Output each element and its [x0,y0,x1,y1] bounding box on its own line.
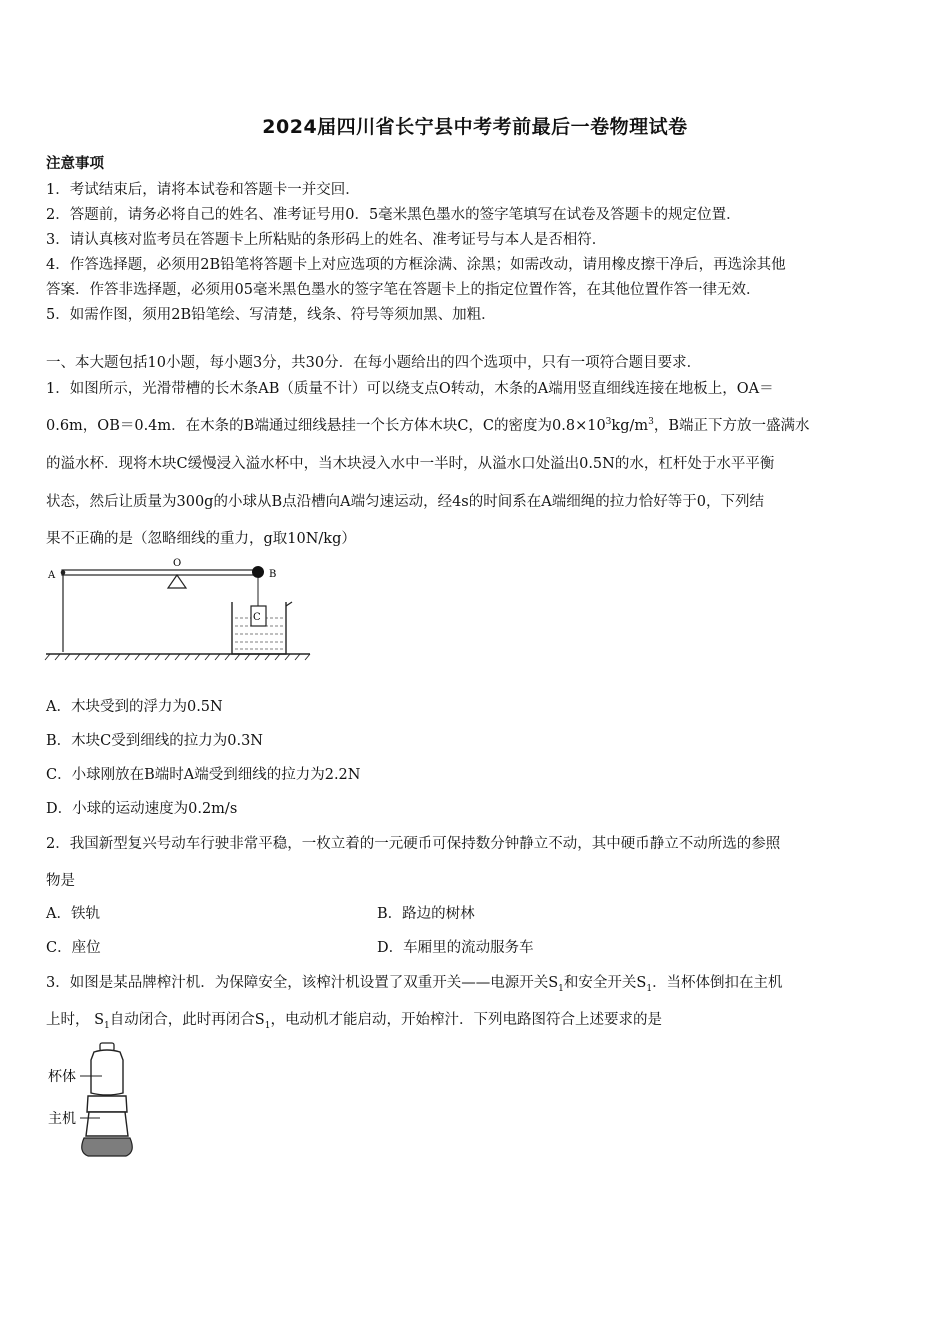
q1-option: C．小球刚放在B端时A端受到细线的拉力为2.2N [46,767,361,783]
label-o: O [173,558,182,569]
notice-item: 2．答题前，请务必将自己的姓名、准考证号用0．5毫米黑色墨水的签字笔填写在试卷及答题卡的规定位置． [46,207,741,223]
q1-line: 状态，然后让质量为300g的小球从B点沿槽向A端匀速运动，经4s的时间系在A端细绳的拉力恰好等于0，下列结 [46,494,764,510]
q2-line: 2．我国新型复兴号动车行驶非常平稳，一枚立着的一元硬币可保持数分钟静立不动，其中硬币静立不动所选的参照 [46,836,781,852]
q3-line: 3．如图是某品牌榨汁机．为保障安全，该榨汁机设置了双重开关——电源开关$S_1$和安全开关$S_1$．当杯体倒扣在主机 [46,975,783,994]
page-title: 2024届四川省长宁县中考考前最后一卷物理试卷 [262,116,688,138]
q1-line: 的溢水杯．现将木块C缓慢浸入溢水杯中，当木块浸入水中一半时，从溢水口处溢出0.5N的水，杠杆处于水平平衡 [46,456,775,472]
notice-item: 1．考试结束后，请将本试卷和答题卡一并交回． [46,182,360,198]
section-heading: 一、本大题包括10小题，每小题3分，共30分．在每小题给出的四个选项中，只有一项符合题目要求． [46,355,702,371]
q2-option: A．铁轨 [46,906,100,922]
q3-line: 上时， $S_1$自动闭合，此时再闭合$S_1$，电动机才能启动，开始榨汁．下列电路图符合上述要求的是 [46,1012,662,1031]
q2-option: B．路边的树林 [377,906,475,922]
q2-option: C．座位 [46,940,101,956]
q1-line: 0.6m，OB＝0.4m．在木条的B端通过细线悬挂一个长方体木块C，C的密度为$0.8\times 10^3kg/m^3$，B端正下方放一盛满水 [46,417,810,434]
q1-option: D．小球的运动速度为0.2m/s [46,801,238,817]
notice-item: 5．如需作图，须用2B铅笔绘、写清楚，线条、符号等须加黑、加粗． [46,307,496,323]
label-c: C [253,612,261,623]
q1-line: 果不正确的是（忽略细线的重力，g取10N/kg） [46,531,356,547]
q1-line: 1．如图所示，光滑带槽的长木条AB（质量不计）可以绕支点O转动，木条的A端用竖直细线连接在地板上，OA＝ [46,381,774,397]
label-a: A [48,570,56,581]
label-b: B [269,569,277,580]
notice-item: 4．作答选择题，必须用2B铅笔将答题卡上对应选项的方框涂满、涂黑；如需改动，请用橡皮擦干净后，再选涂其他 [46,257,786,273]
q1-option: A．木块受到的浮力为0.5N [46,699,223,715]
notice-item: 答案．作答非选择题，必须用05毫米黑色墨水的签字笔在答题卡上的指定位置作答，在其他位置作答一律无效． [46,282,761,298]
label-cup: 杯体 [48,1069,76,1085]
q2-line: 物是 [46,873,75,889]
q2-option: D．车厢里的流动服务车 [377,940,534,956]
lever-figure [40,556,320,666]
label-base: 主机 [48,1111,76,1127]
notice-item: 3．请认真核对监考员在答题卡上所粘贴的条形码上的姓名、准考证号与本人是否相符． [46,232,607,248]
juicer-figure [44,1040,154,1165]
q1-option: B．木块C受到细线的拉力为0.3N [46,733,263,749]
notice-heading: 注意事项 [46,155,104,172]
